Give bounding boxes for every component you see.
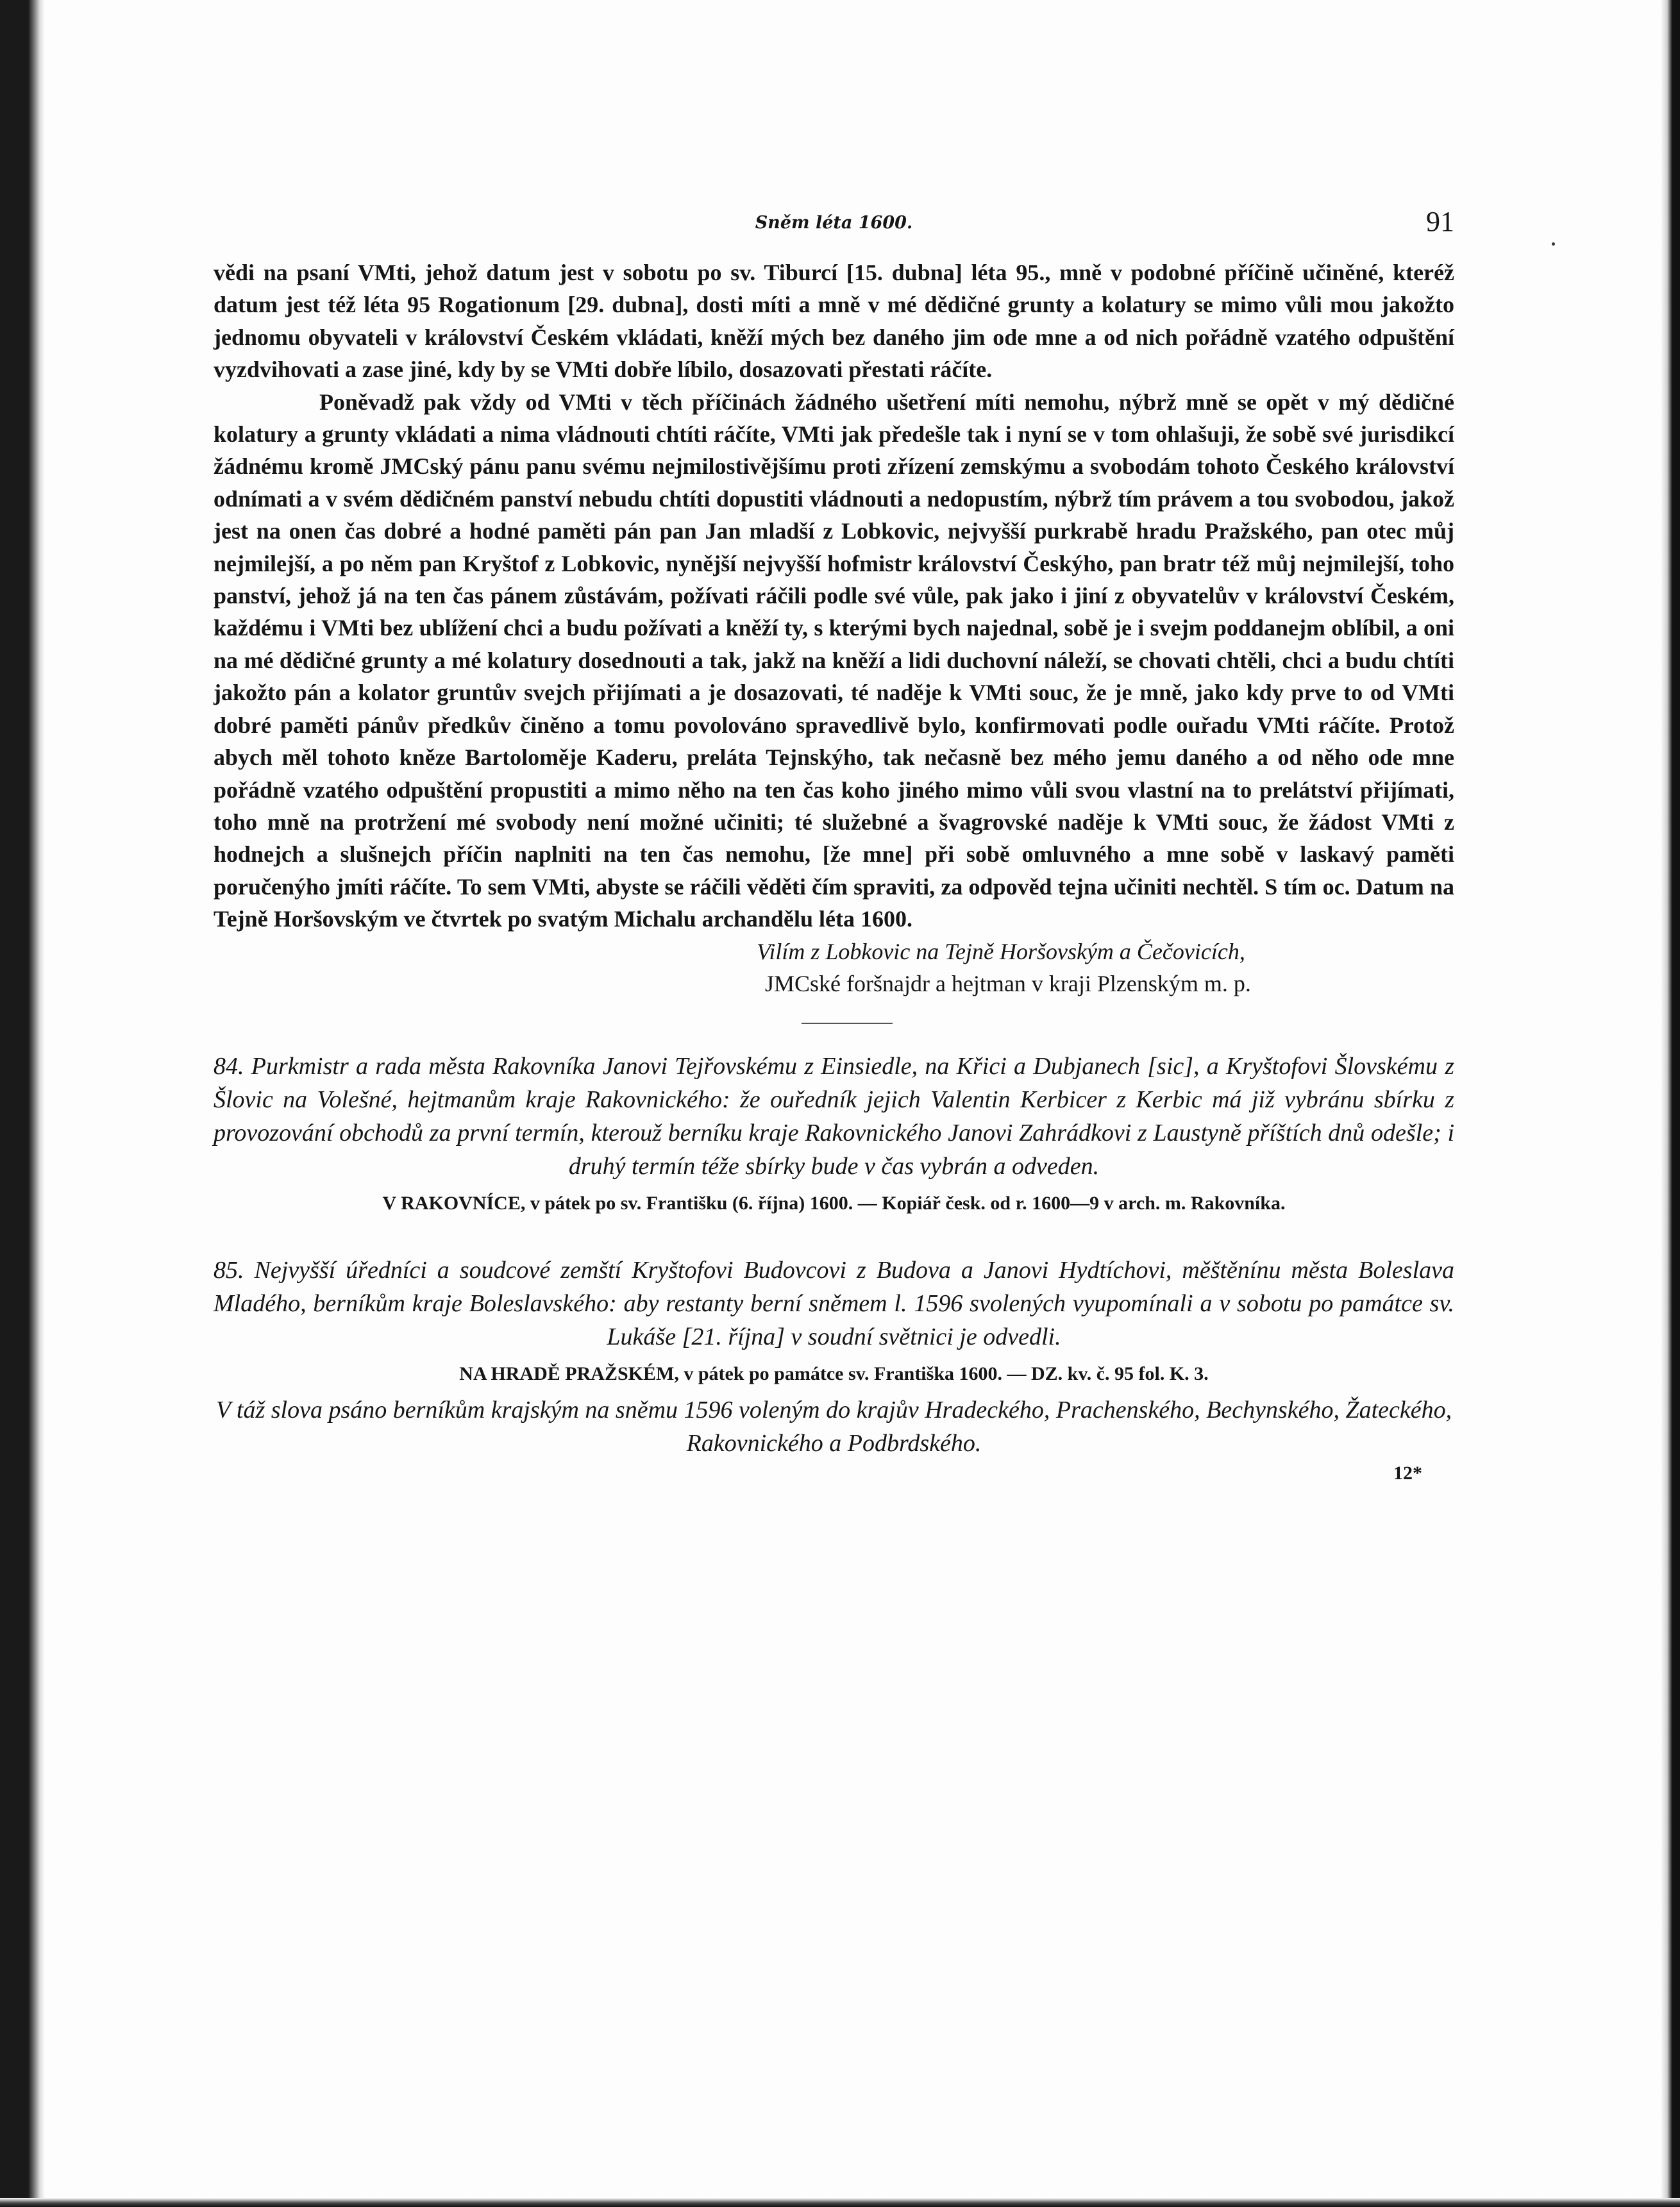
entry-number: 85.	[214, 1257, 244, 1284]
entry-source: NA HRADĚ PRAŽSKÉM, v pátek po památce sv. Františka 1600. — DZ. kv. č. 95 fol. K. 3.	[459, 1363, 1209, 1385]
scan-edge-bottom	[0, 2198, 1680, 2207]
signature-title: JMCské foršnajdr a hejtman v kraji Plzenským m. p.	[765, 970, 1251, 996]
running-title: Sněm léta 1600.	[755, 213, 913, 233]
page-number: 91	[1426, 206, 1454, 237]
sheet-signature-mark: 12*	[1393, 1463, 1422, 1484]
entry-heading-text: Nejvyšší úředníci a soudcové zemští Kryštofovi Budovcovi z Budova a Janovi Hydtíchovi, měštěnínu města Boleslava Mladého, berníkům kraje Boleslavského: aby restanty berní sněmem l. 1596 svolených vyupomínali a v sobotu po památce sv. Lukáše [21. října] v soudní světnici je odvedli.	[214, 1257, 1454, 1351]
letter-body	[214, 256, 1454, 1000]
scan-edge-left	[0, 0, 45, 2207]
entry-number: 84.	[214, 1053, 244, 1080]
section-divider	[802, 1023, 893, 1024]
entry-heading	[214, 1254, 1454, 1354]
letter-paragraph: Poněvadž pak vždy od VMti v těch příčinách žádného ušetření míti nemohu, nýbrž mně se opět v mý dědičné kolatury a grunty vkládati a nima vládnouti chtíti ráčíte, VMti jak předešle tak i nyní se v tom ohlašuji, že sobě své jurisdikcí žádnému kromě JMCský pánu panu svému nejmilostivějšímu proti zřízení zemskýmu a svobodám tohoto Českého království odnímati a v svém dědičném panství nebudu chtíti dopustiti vládnouti a nedopustím, nýbrž tím právem a tou svobodou, jakož jest na onen čas dobré a hodné paměti pán pan Jan mladší z Lobkovic, nejvyšší purkrabě hradu Pražského, pan otec můj nejmilejší, a po něm pan Kryštof z Lobkovic, nynější nejvyšší hofmistr království Českýho, pan bratr též můj nejmilejší, toho panství, jehož já na ten čas pánem zůstávám, požívati ráčili podle své vůle, pak jako i jiní z obyvatelův v království Českém, každému i VMti bez ublížení chci a budu požívati a kněží ty, s kterými bych najednal, sobě je i svejm poddanejm oblíbil, a oni na mé dědičné grunty a mé kolatury dosednouti a tak, jakž na kněží a lidi duchovní náleží, se chovati chtěli, chci a budu chtíti jakožto pán a kolator gruntův svejch přijímati a je dosazovati, té naděje k VMti souc, že je mně, jako kdy prve to od VMti dobré paměti pánův předkův činěno a tomu povolováno spravedlivě bylo, konfirmovati podle ouřadu VMti ráčíte. Protož abych měl tohoto kněze Bartoloměje Kaderu, preláta Tejnskýho, tak nečasně bez mého jemu daného a od něho ode mne pořádně vzatého odpuštění propustiti a mimo něho na ten čas koho jiného mimo vůli svou vlastní na to prelátství přijímati, toho mně na protržení mé svobody není možné učiniti; té služebné a švagrovské naděje k VMti souc, že žádost VMti z hodnejch a slušnejch příčin naplniti na ten čas nemohu, [že mne] při sobě omluvného a mne sobě v laskavý paměti poručenýho jmíti ráčíte. To sem VMti, abyste se ráčili věděti čím spraviti, za odpověd tejna učiniti nechtěl. S tím oc. Datum na Tejně Horšovským ve čtvrtek po svatým Michalu archandělu léta 1600.	[214, 389, 1454, 932]
entry-84	[214, 1050, 1454, 1219]
entry-source: V RAKOVNÍCE, v pátek po sv. Františku (6. října) 1600. — Kopiář česk. od r. 1600—9 v arch. m. Rakovníka.	[382, 1193, 1286, 1214]
scan-speck	[1552, 242, 1555, 246]
entry-note: V táž slova psáno berníkům krajským na sněmu 1596 voleným do krajův Hradeckého, Prachenského, Bechynského, Žateckého, Rakovnického a Podbrdského.	[215, 1397, 1452, 1457]
signature-name: Vilím z Lobkovic na Tejně Horšovským a Čečovicích,	[757, 938, 1245, 964]
letter-paragraph: vědi na psaní VMti, jehož datum jest v sobotu po sv. Tiburcí [15. dubna] léta 95., mně v podobné příčině učiněné, kteréž datum jest též léta 95 Rogationum [29. dubna], dosti míti a mně v mé dědičné grunty a kolatury se mimo vůli mou jakožto jednomu obyvateli v království Českém vkládati, kněží mých bez daného jim ode mne a od nich pořádně vzatého odpuštění vyzdvihovati a zase jiné, kdy by se VMti dobře líbilo, dosazovati přestati ráčíte.	[214, 260, 1454, 383]
entry-85	[214, 1254, 1454, 1460]
scan-edge-right	[1661, 0, 1680, 2207]
entry-heading-text: Purkmistr a rada města Rakovníka Janovi Tejřovskému z Einsiedle, na Křici a Dubjanech [sic], a Kryštofovi Šlovskému z Šlovic na Volešné, hejtmanům kraje Rakovnického: že ouředník jejich Valentin Kerbicer z Kerbic má již vybránu sbírku z provozování obchodů za první termín, kterouž berníku kraje Rakovnického Janovi Zahrádkovi z Laustyně příštích dnů odešle; i druhý termín téže sbírky bude v čas vybrán a odveden.	[214, 1053, 1455, 1180]
document-page	[214, 205, 1454, 1484]
entry-heading	[214, 1050, 1454, 1183]
running-header	[214, 205, 1454, 256]
